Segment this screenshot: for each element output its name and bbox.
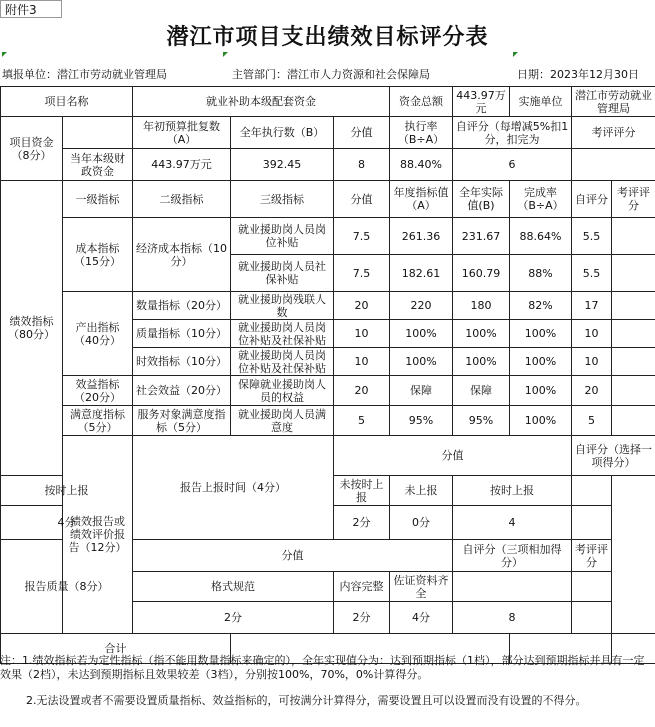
exec-value: 392.45: [231, 149, 334, 181]
indicator-self: 5.5: [572, 255, 612, 292]
indicator-score: 7.5: [334, 255, 390, 292]
indicator-l3: 就业援助岗人员岗位补贴: [231, 218, 334, 255]
indicator-rate: 100%: [510, 406, 572, 436]
funds-label: 项目资金（8分）: [1, 117, 63, 181]
total-funds: 443.97万元: [453, 87, 510, 117]
report-quality-self-label: 自评分（三项相加得分）: [453, 540, 572, 572]
indicator-l1: 产出指标（40分）: [63, 292, 133, 376]
exec-header: 全年执行数（B）: [231, 117, 334, 149]
cell-marker-icon: [513, 52, 518, 57]
report-quality-value: 4分: [390, 602, 453, 634]
project-name: 就业补助本级配套资金: [133, 87, 390, 117]
supervising-dept: 主管部门：潜江市人力资源和社会保障局: [232, 68, 430, 81]
indicator-l3: 就业援助岗人员社保补贴: [231, 255, 334, 292]
score-table: [0, 86, 655, 664]
col-header: 一级指标: [63, 181, 133, 218]
indicator-score: 10: [334, 320, 390, 348]
col-header: 三级指标: [231, 181, 334, 218]
indicator-self: 17: [572, 292, 612, 320]
col-header: 二级指标: [133, 181, 231, 218]
indicator-l2: 数量指标（20分）: [133, 292, 231, 320]
report-time-option: 未上报: [390, 476, 453, 506]
funds-review-score: [572, 149, 655, 181]
attachment-label: 附件3: [0, 0, 62, 18]
report-time-value: 4分: [1, 506, 133, 540]
indicator-l2: 服务对象满意度指标（5分）: [133, 406, 231, 436]
table-row: [1, 376, 655, 406]
indicator-l3: 就业援助岗人员岗位补贴及社保补贴: [231, 348, 334, 376]
indicator-l1: 效益指标（20分）: [63, 376, 133, 406]
indicator-l3: 保障就业援助岗人员的权益: [231, 376, 334, 406]
indicator-actual: 231.67: [453, 218, 510, 255]
report-time-review-head: [572, 476, 612, 506]
indicator-rate: 88%: [510, 255, 572, 292]
indicator-l2: 经济成本指标（10分）: [133, 218, 231, 292]
page-title: 潜江市项目支出绩效目标评分表: [166, 24, 489, 50]
report-quality-review-score: [572, 602, 612, 634]
table-row: [1, 87, 655, 117]
indicator-score: 5: [334, 406, 390, 436]
report-time-self-score: 4: [453, 506, 572, 540]
report-quality-self-head: [453, 572, 572, 602]
indicator-review: [612, 292, 655, 320]
report-time-value: 0分: [390, 506, 453, 540]
review-score-header: 考评评分: [572, 117, 655, 149]
perf-label: 绩效指标（80分）: [1, 181, 63, 476]
indicator-actual: 保障: [453, 376, 510, 406]
col-header: 考评评分: [612, 181, 655, 218]
indicator-target: 261.36: [390, 218, 453, 255]
indicator-l1: 成本指标（15分）: [63, 218, 133, 292]
indicator-self: 10: [572, 320, 612, 348]
budget-value: 443.97万元: [133, 149, 231, 181]
table-row: [1, 218, 655, 255]
indicator-target: 95%: [390, 406, 453, 436]
exec-rate: 88.40%: [390, 149, 453, 181]
report-quality-self-score: 8: [453, 602, 572, 634]
indicator-rate: 100%: [510, 376, 572, 406]
indicator-self: 5: [572, 406, 612, 436]
indicator-review: [612, 320, 655, 348]
indicator-score: 20: [334, 376, 390, 406]
report-quality-review-head: [572, 572, 612, 602]
report-time-option: 按时上报: [1, 476, 133, 506]
indicator-score: 10: [334, 348, 390, 376]
indicator-l2: 社会效益（20分）: [133, 376, 231, 406]
report-quality-value: 2分: [133, 602, 334, 634]
indicator-rate: 100%: [510, 320, 572, 348]
report-time-self-head: 按时上报: [453, 476, 572, 506]
indicator-rate: 88.64%: [510, 218, 572, 255]
table-row: [1, 436, 655, 476]
indicator-l1: 满意度指标（5分）: [63, 406, 133, 436]
report-time-review-score: [572, 506, 612, 540]
total-label: 合计: [1, 634, 231, 664]
total-funds-label: 资金总额: [390, 87, 453, 117]
report-time-self-label: 自评分（选择一项得分）: [572, 436, 655, 476]
report-time-option: 未按时上报: [334, 476, 390, 506]
report-quality-score-label: 分值: [133, 540, 453, 572]
report-date: 日期：2023年12月30日: [517, 68, 639, 81]
indicator-l2: 质量指标（10分）: [133, 320, 231, 348]
rate-header: 执行率（B÷A）: [390, 117, 453, 149]
cell-marker-icon: [2, 52, 7, 57]
table-row: [1, 292, 655, 320]
funds-self-score: 6: [453, 149, 572, 181]
indicator-review: [612, 218, 655, 255]
indicator-score: 7.5: [334, 218, 390, 255]
indicator-actual: 95%: [453, 406, 510, 436]
report-quality-option: 佐证资料齐全: [390, 572, 453, 602]
table-row: [1, 117, 655, 149]
indicator-l3: 就业援助岗残联人数: [231, 292, 334, 320]
note-2: 2.无法设置或者不需要设置质量指标、效益指标的，可按满分计算得分，需要设置且可以设置而没有设置的不得分。: [26, 694, 587, 707]
reporting-unit: 填报单位：潜江市劳动就业管理局: [2, 68, 167, 81]
col-header: 完成率（B÷A）: [510, 181, 572, 218]
self-score-header: 自评分（每增减5%扣1分，扣完为: [453, 117, 572, 149]
indicator-self: 20: [572, 376, 612, 406]
report-quality-review-label: 考评评分: [572, 540, 612, 572]
report-quality-value: 2分: [334, 602, 390, 634]
cell-marker-icon: [223, 52, 228, 57]
indicator-target: 100%: [390, 348, 453, 376]
indicator-rate: 82%: [510, 292, 572, 320]
indicator-l3: 就业援助岗人员满意度: [231, 406, 334, 436]
indicator-rate: 100%: [510, 348, 572, 376]
col-header: 全年实际值(B): [453, 181, 510, 218]
indicator-l2: 时效指标（10分）: [133, 348, 231, 376]
indicator-self: 10: [572, 348, 612, 376]
col-header: 自评分: [572, 181, 612, 218]
indicator-review: [612, 376, 655, 406]
table-row: [1, 149, 655, 181]
indicator-score: 20: [334, 292, 390, 320]
indicator-actual: 100%: [453, 320, 510, 348]
report-label: 绩效报告或绩效评价报告（12分）: [63, 436, 133, 634]
indicator-target: 保障: [390, 376, 453, 406]
budget-header: 年初预算批复数（A）: [133, 117, 231, 149]
report-quality-label: 报告质量（8分）: [1, 540, 133, 634]
table-row: [1, 181, 655, 218]
indicator-target: 100%: [390, 320, 453, 348]
report-time-value: 2分: [334, 506, 390, 540]
indicator-l3: 就业援助岗人员岗位补贴及社保补贴: [231, 320, 334, 348]
col-header: 年度指标值（A）: [390, 181, 453, 218]
indicator-review: [612, 406, 655, 436]
funds-row-label: 当年本级财政资金: [63, 149, 133, 181]
funds-score: 8: [334, 149, 390, 181]
note-1: 注：1.绩效指标若为定性指标（指不能用数量指标来确定的），全年实现值分为：达到预期指标（1档），部分达到预期指标并具有一定效果（2档），未达到预期指标且效果较差（3档），分别按100%，70%，0%计算得分。: [0, 654, 645, 681]
report-quality-option: 内容完整: [334, 572, 390, 602]
indicator-target: 182.61: [390, 255, 453, 292]
indicator-actual: 180: [453, 292, 510, 320]
indicator-target: 220: [390, 292, 453, 320]
impl-unit: 潜江市劳动就业管理局: [572, 87, 655, 117]
funds-blank-cell: [63, 117, 133, 149]
score-header: 分值: [334, 117, 390, 149]
indicator-actual: 100%: [453, 348, 510, 376]
table-row: [1, 406, 655, 436]
report-time-score-label: 分值: [334, 436, 572, 476]
indicator-actual: 160.79: [453, 255, 510, 292]
col-header: 分值: [334, 181, 390, 218]
indicator-review: [612, 255, 655, 292]
indicator-review: [612, 348, 655, 376]
report-quality-option: 格式规范: [133, 572, 334, 602]
impl-unit-label: 实施单位: [510, 87, 572, 117]
indicator-self: 5.5: [572, 218, 612, 255]
project-name-label: 项目名称: [1, 87, 133, 117]
report-time-label: 报告上报时间（4分）: [133, 436, 334, 540]
